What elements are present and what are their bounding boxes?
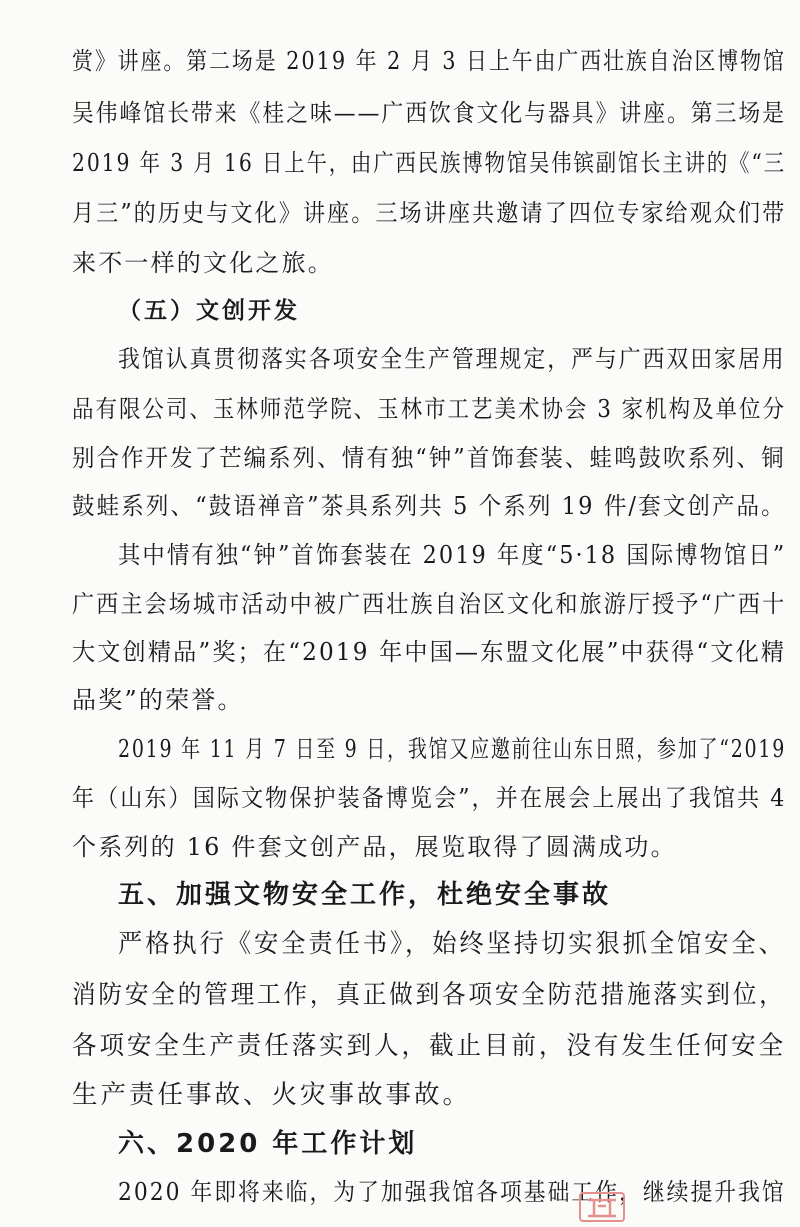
text-line: 吴伟峰馆长带来《桂之味——广西饮食文化与器具》讲座。第三场是 [72,99,787,127]
chapter-heading: 六、2020 年工作计划 [118,1129,418,1159]
text-line: 品奖”的荣誉。 [72,686,244,714]
text-line: 大文创精品”奖；在“2019 年中国—东盟文化展”中获得“文化精 [72,638,787,666]
text-line: 消防安全的管理工作，真正做到各项安全防范措施落实到位， [72,980,786,1010]
text-line: 其中情有独“钟”首饰套装在 2019 年度“5·18 国际博物馆日” [118,541,787,569]
text-line: 月三”的历史与文化》讲座。三场讲座共邀请了四位专家给观众们带 [72,199,787,227]
text-line: 别合作开发了芒编系列、情有独“钟”首饰套装、蛙鸣鼓吹系列、铜 [72,444,786,472]
text-line: 品有限公司、玉林师范学院、玉林市工艺美术协会 3 家机构及单位分 [72,395,786,423]
text-line: 赏》讲座。第二场是 2019 年 2 月 3 日上午由广西壮族自治区博物馆 [72,47,786,75]
text-line: 年（山东）国际文物保护装备博览会”，并在展会上展出了我馆共 4 [72,784,787,812]
text-line: 广西主会场城市活动中被广西壮族自治区文化和旅游厅授予“广西十 [72,590,787,618]
text-line: 鼓蛙系列、“鼓语禅音”茶具系列共 5 个系列 19 件/套文创产品。 [72,492,786,520]
chapter-heading: 五、加强文物安全工作，杜绝安全事故 [118,880,612,910]
text-line: 各项安全生产责任落实到人，截止目前，没有发生任何安全 [72,1031,787,1061]
text-line: 严格执行《安全责任书》，始终坚持切实狠抓全馆安全、 [118,929,786,959]
text-line: 个系列的 16 件套文创产品，展览取得了圆满成功。 [72,833,677,861]
section-heading: （五）文创开发 [118,298,300,324]
text-line: 2019 年 11 月 7 日至 9 日，我馆又应邀前往山东日照，参加了“2019 [118,735,787,763]
text-line: 我馆认真贯彻落实各项安全生产管理规定，严与广西双田家居用 [118,345,786,373]
watermark [578,1189,788,1225]
text-line: 2019 年 3 月 16 日上午，由广西民族博物馆吴伟镔副馆长主讲的《“三 [72,149,786,177]
text-line: 来不一样的文化之旅。 [72,249,334,277]
text-line: 生产责任事故、火灾事故事故。 [72,1080,472,1110]
red-seal-logo-icon [578,1191,626,1223]
text-line: 2020 年即将来临，为了加强我馆各项基础工作，继续提升我馆 [118,1178,786,1206]
